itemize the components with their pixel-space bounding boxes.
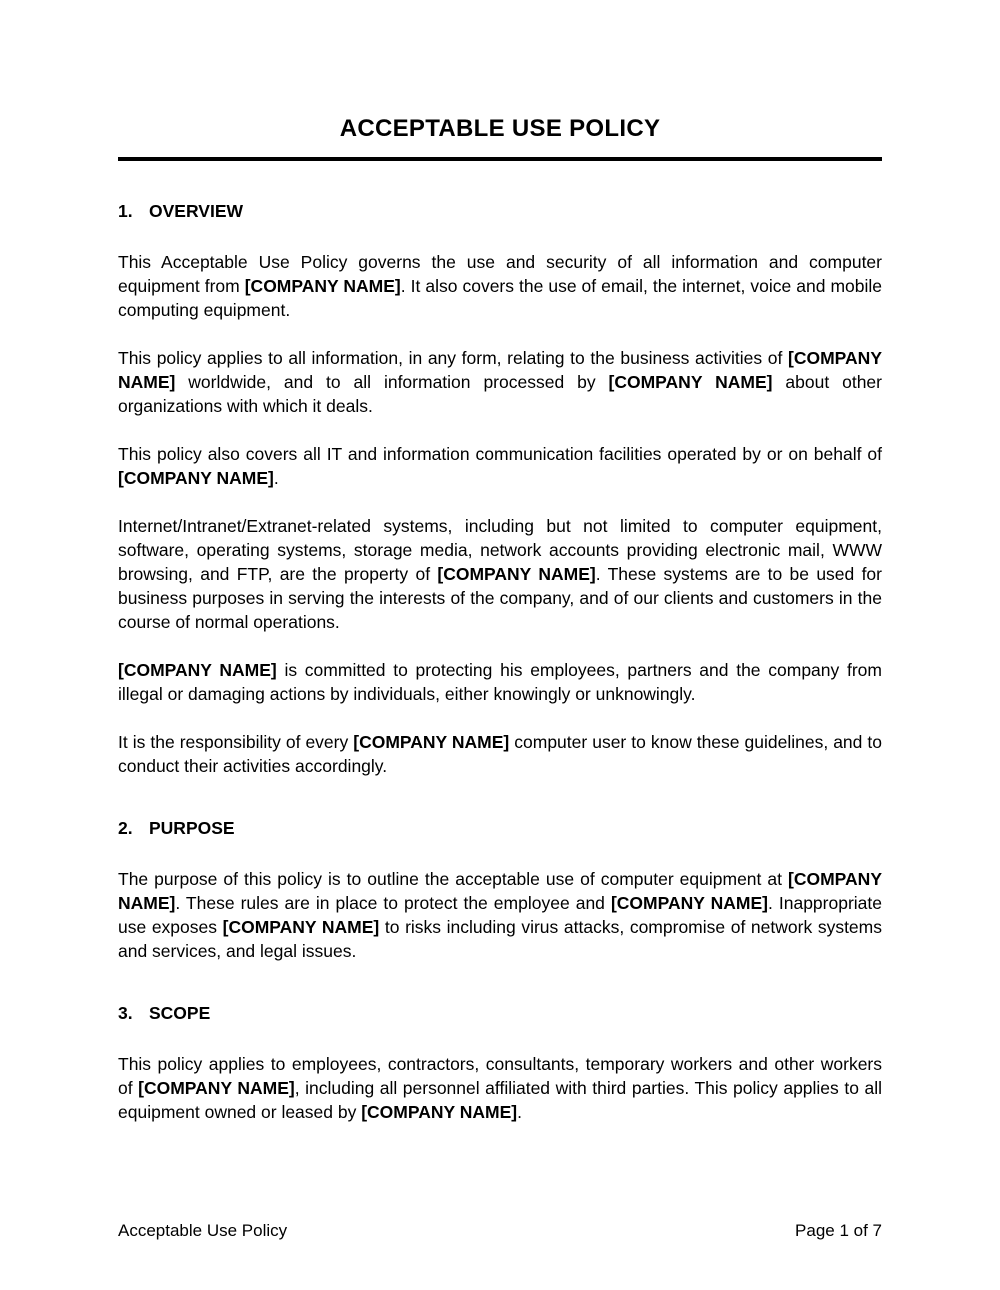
company-name-placeholder: [COMPANY NAME] — [118, 468, 274, 488]
section-heading-overview — [118, 201, 882, 222]
text-run: . It also covers the use of email, the internet, voice and mobile computing equipment. — [118, 276, 882, 320]
section-number: 3. — [118, 1003, 133, 1023]
company-name-placeholder: [COMPANY NAME] — [118, 348, 882, 392]
text-run: computer user to know these guidelines, and to conduct their activities accordingly. — [118, 732, 882, 776]
text-run: to risks including virus attacks, compromise of network systems and services, and legal issues. — [118, 917, 882, 961]
text-run: . Inappropriate use exposes — [118, 893, 882, 937]
section-heading-purpose — [118, 818, 882, 839]
text-run: . These rules are in place to protect the employee and — [175, 893, 611, 913]
document-title: ACCEPTABLE USE POLICY — [339, 115, 661, 142]
text-run: This policy applies to employees, contractors, consultants, temporary workers and other workers of — [118, 1054, 882, 1098]
text-run: This Acceptable Use Policy governs the use and security of all information and computer equipment from — [118, 252, 882, 296]
section-heading-scope — [118, 1003, 882, 1024]
paragraph-1-3 — [118, 442, 882, 490]
company-name-placeholder: [COMPANY NAME] — [361, 1102, 518, 1122]
paragraph-2-1 — [118, 867, 882, 963]
text-run: It is the responsibility of every — [118, 732, 354, 752]
company-name-placeholder: [COMPANY NAME] — [222, 917, 380, 937]
company-name-placeholder: [COMPANY NAME] — [138, 1078, 295, 1098]
section-number: 1. — [118, 201, 133, 221]
text-run: . — [517, 1102, 522, 1122]
company-name-placeholder: [COMPANY NAME] — [118, 869, 882, 913]
company-name-placeholder: [COMPANY NAME] — [610, 893, 768, 913]
section-heading-label: SCOPE — [149, 1003, 211, 1023]
company-name-placeholder: [COMPANY NAME] — [608, 372, 773, 392]
text-run: . These systems are to be used for business purposes in serving the interests of the company, and of our clients and customers in the course of normal operations. — [118, 564, 882, 632]
text-run: , including all personnel affiliated with third parties. This policy applies to all equipment owned or leased by — [118, 1078, 882, 1122]
title-rule — [118, 157, 882, 161]
text-run: This policy also covers all IT and information communication facilities operated by or on behalf of — [118, 444, 882, 464]
paragraph-3-1 — [118, 1052, 882, 1124]
paragraph-1-2 — [118, 346, 882, 418]
company-name-placeholder: [COMPANY NAME] — [353, 732, 510, 752]
text-run: Internet/Intranet/Extranet-related systems, including but not limited to computer equipment, software, operating systems, storage media, network accounts providing electronic mail, WWW browsing, and FTP, are the property of — [118, 516, 882, 584]
document-content — [118, 114, 882, 1148]
section-heading-label: OVERVIEW — [149, 201, 244, 221]
text-run: . — [273, 468, 279, 488]
document-body — [118, 201, 882, 1124]
paragraph-1-4 — [118, 514, 882, 634]
section-heading-label: PURPOSE — [149, 818, 235, 838]
text-run: worldwide, and to all information processed by — [175, 372, 609, 392]
text-run: is committed to protecting his employees, partners and the company from illegal or damaging actions by individuals, either knowingly or unknowingly. — [118, 660, 882, 704]
company-name-placeholder: [COMPANY NAME] — [437, 564, 596, 584]
page-footer — [118, 1221, 882, 1241]
paragraph-1-1 — [118, 250, 882, 322]
text-run: This policy applies to all information, in any form, relating to the business activities of — [118, 348, 789, 368]
company-name-placeholder: [COMPANY NAME] — [244, 276, 401, 296]
footer-page-number: Page 1 of 7 — [795, 1221, 882, 1240]
company-name-placeholder: [COMPANY NAME] — [118, 660, 277, 680]
paragraph-1-6 — [118, 730, 882, 778]
text-run: The purpose of this policy is to outline the acceptable use of computer equipment at — [118, 869, 789, 889]
text-run: about other organizations with which it deals. — [118, 372, 882, 416]
section-number: 2. — [118, 818, 133, 838]
paragraph-1-5 — [118, 658, 882, 706]
footer-document-title: Acceptable Use Policy — [118, 1221, 288, 1240]
